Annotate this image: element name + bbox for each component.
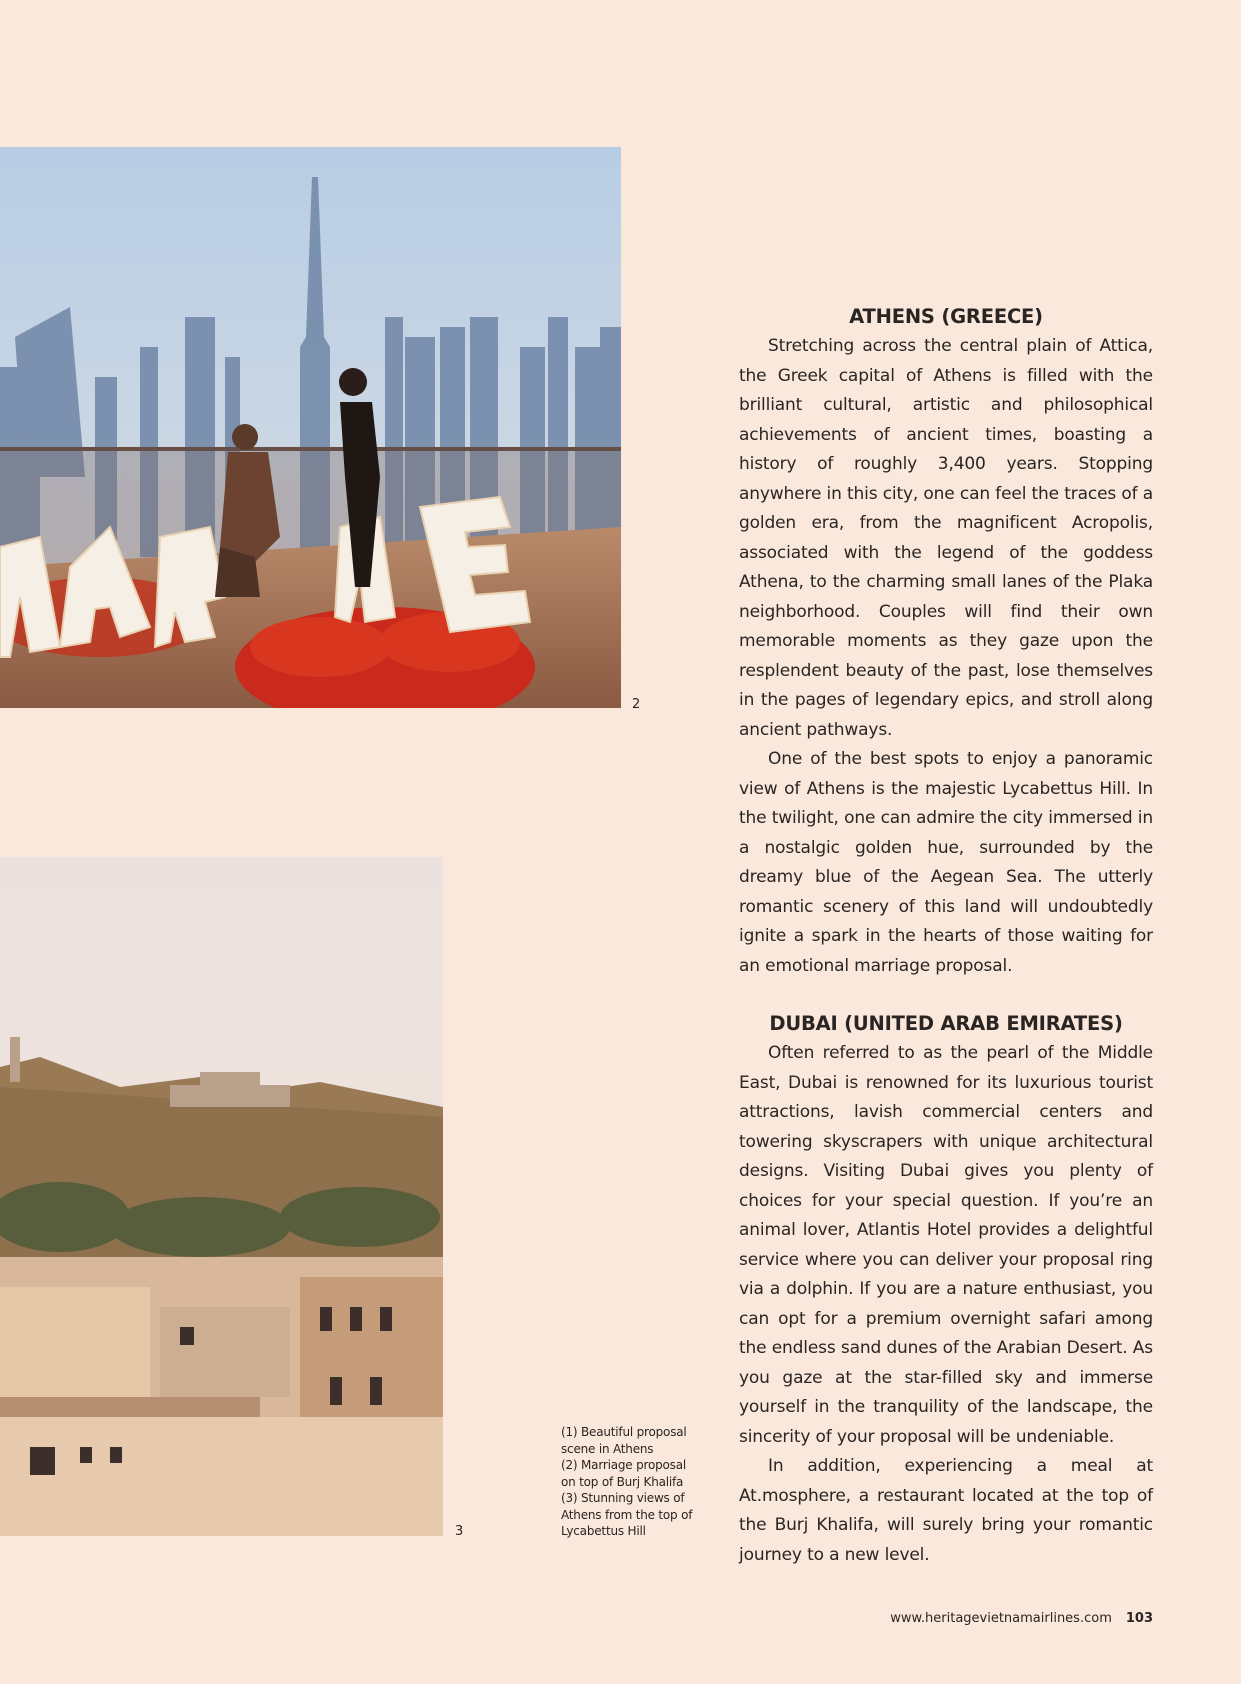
dubai-paragraph-2: In addition, experiencing a meal at At.mosphere, a restaurant located at the top of the Burj Khalifa, will surely bring your romantic journey to a new level.: [739, 1456, 1153, 1565]
photo-captions: [561, 1424, 701, 1540]
footer-url: www.heritagevietnamairlines.com: [890, 1611, 1112, 1626]
caption-3: (3) Stunning views of Athens from the top of Lycabettus Hill: [561, 1491, 693, 1538]
dubai-proposal-image: [0, 147, 621, 708]
photo-number-3: 3: [455, 1524, 464, 1539]
athens-paragraph-2: One of the best spots to enjoy a panoramic view of Athens is the majestic Lycabettus Hill. In the twilight, one can admire the city immersed in a nostalgic golden hue, surrounded by the dreamy blue of the Aegean Sea. The utterly romantic scenery of this land will undoubtedly ignite a spark in the hearts of those waiting for an emotional marriage proposal.: [739, 749, 1153, 976]
page-number: 103: [1125, 1611, 1153, 1626]
page-footer: [890, 1611, 1153, 1626]
photo-athens-view: [0, 857, 443, 1536]
photo-dubai-proposal: [0, 147, 621, 708]
athens-title: ATHENS (GREECE): [849, 305, 1043, 328]
athens-paragraph-1: Stretching across the central plain of Attica, the Greek capital of Athens is filled with the brilliant cultural, artistic and philosophical achievements of ancient times, boasting a history of roughly 3,400 years. Stopping anywhere in this city, one can feel the traces of a golden era, from the magnificent Acropolis, associated with the legend of the goddess Athena, to the charming small lanes of the Plaka neighborhood. Couples will find their own memorable moments as they gaze upon the resplendent beauty of the past, lose themselves in the pages of legendary epics, and stroll along ancient pathways.: [739, 336, 1153, 740]
dubai-paragraph-1: Often referred to as the pearl of the Middle East, Dubai is renowned for its luxurious tourist attractions, lavish commercial centers and towering skyscrapers with unique architectural designs. Visiting Dubai gives you plenty of choices for your special question. If you’re an animal lover, Atlantis Hotel provides a delightful service where you can deliver your proposal ring via a dolphin. If you are a nature enthusiast, you can opt for a premium overnight safari among the endless sand dunes of the Arabian Desert. As you gaze at the star-filled sky and immerse yourself in the tranquility of the landscape, the sincerity of your proposal will be undeniable.: [739, 1043, 1153, 1447]
dubai-title: DUBAI (UNITED ARAB EMIRATES): [769, 1012, 1123, 1035]
athens-view-image: [0, 857, 443, 1536]
caption-1: (1) Beautiful proposal scene in Athens: [561, 1425, 687, 1456]
article-column: [739, 302, 1153, 1570]
caption-2: (2) Marriage proposal on top of Burj Khalifa: [561, 1458, 687, 1489]
photo-number-2: 2: [632, 697, 641, 712]
